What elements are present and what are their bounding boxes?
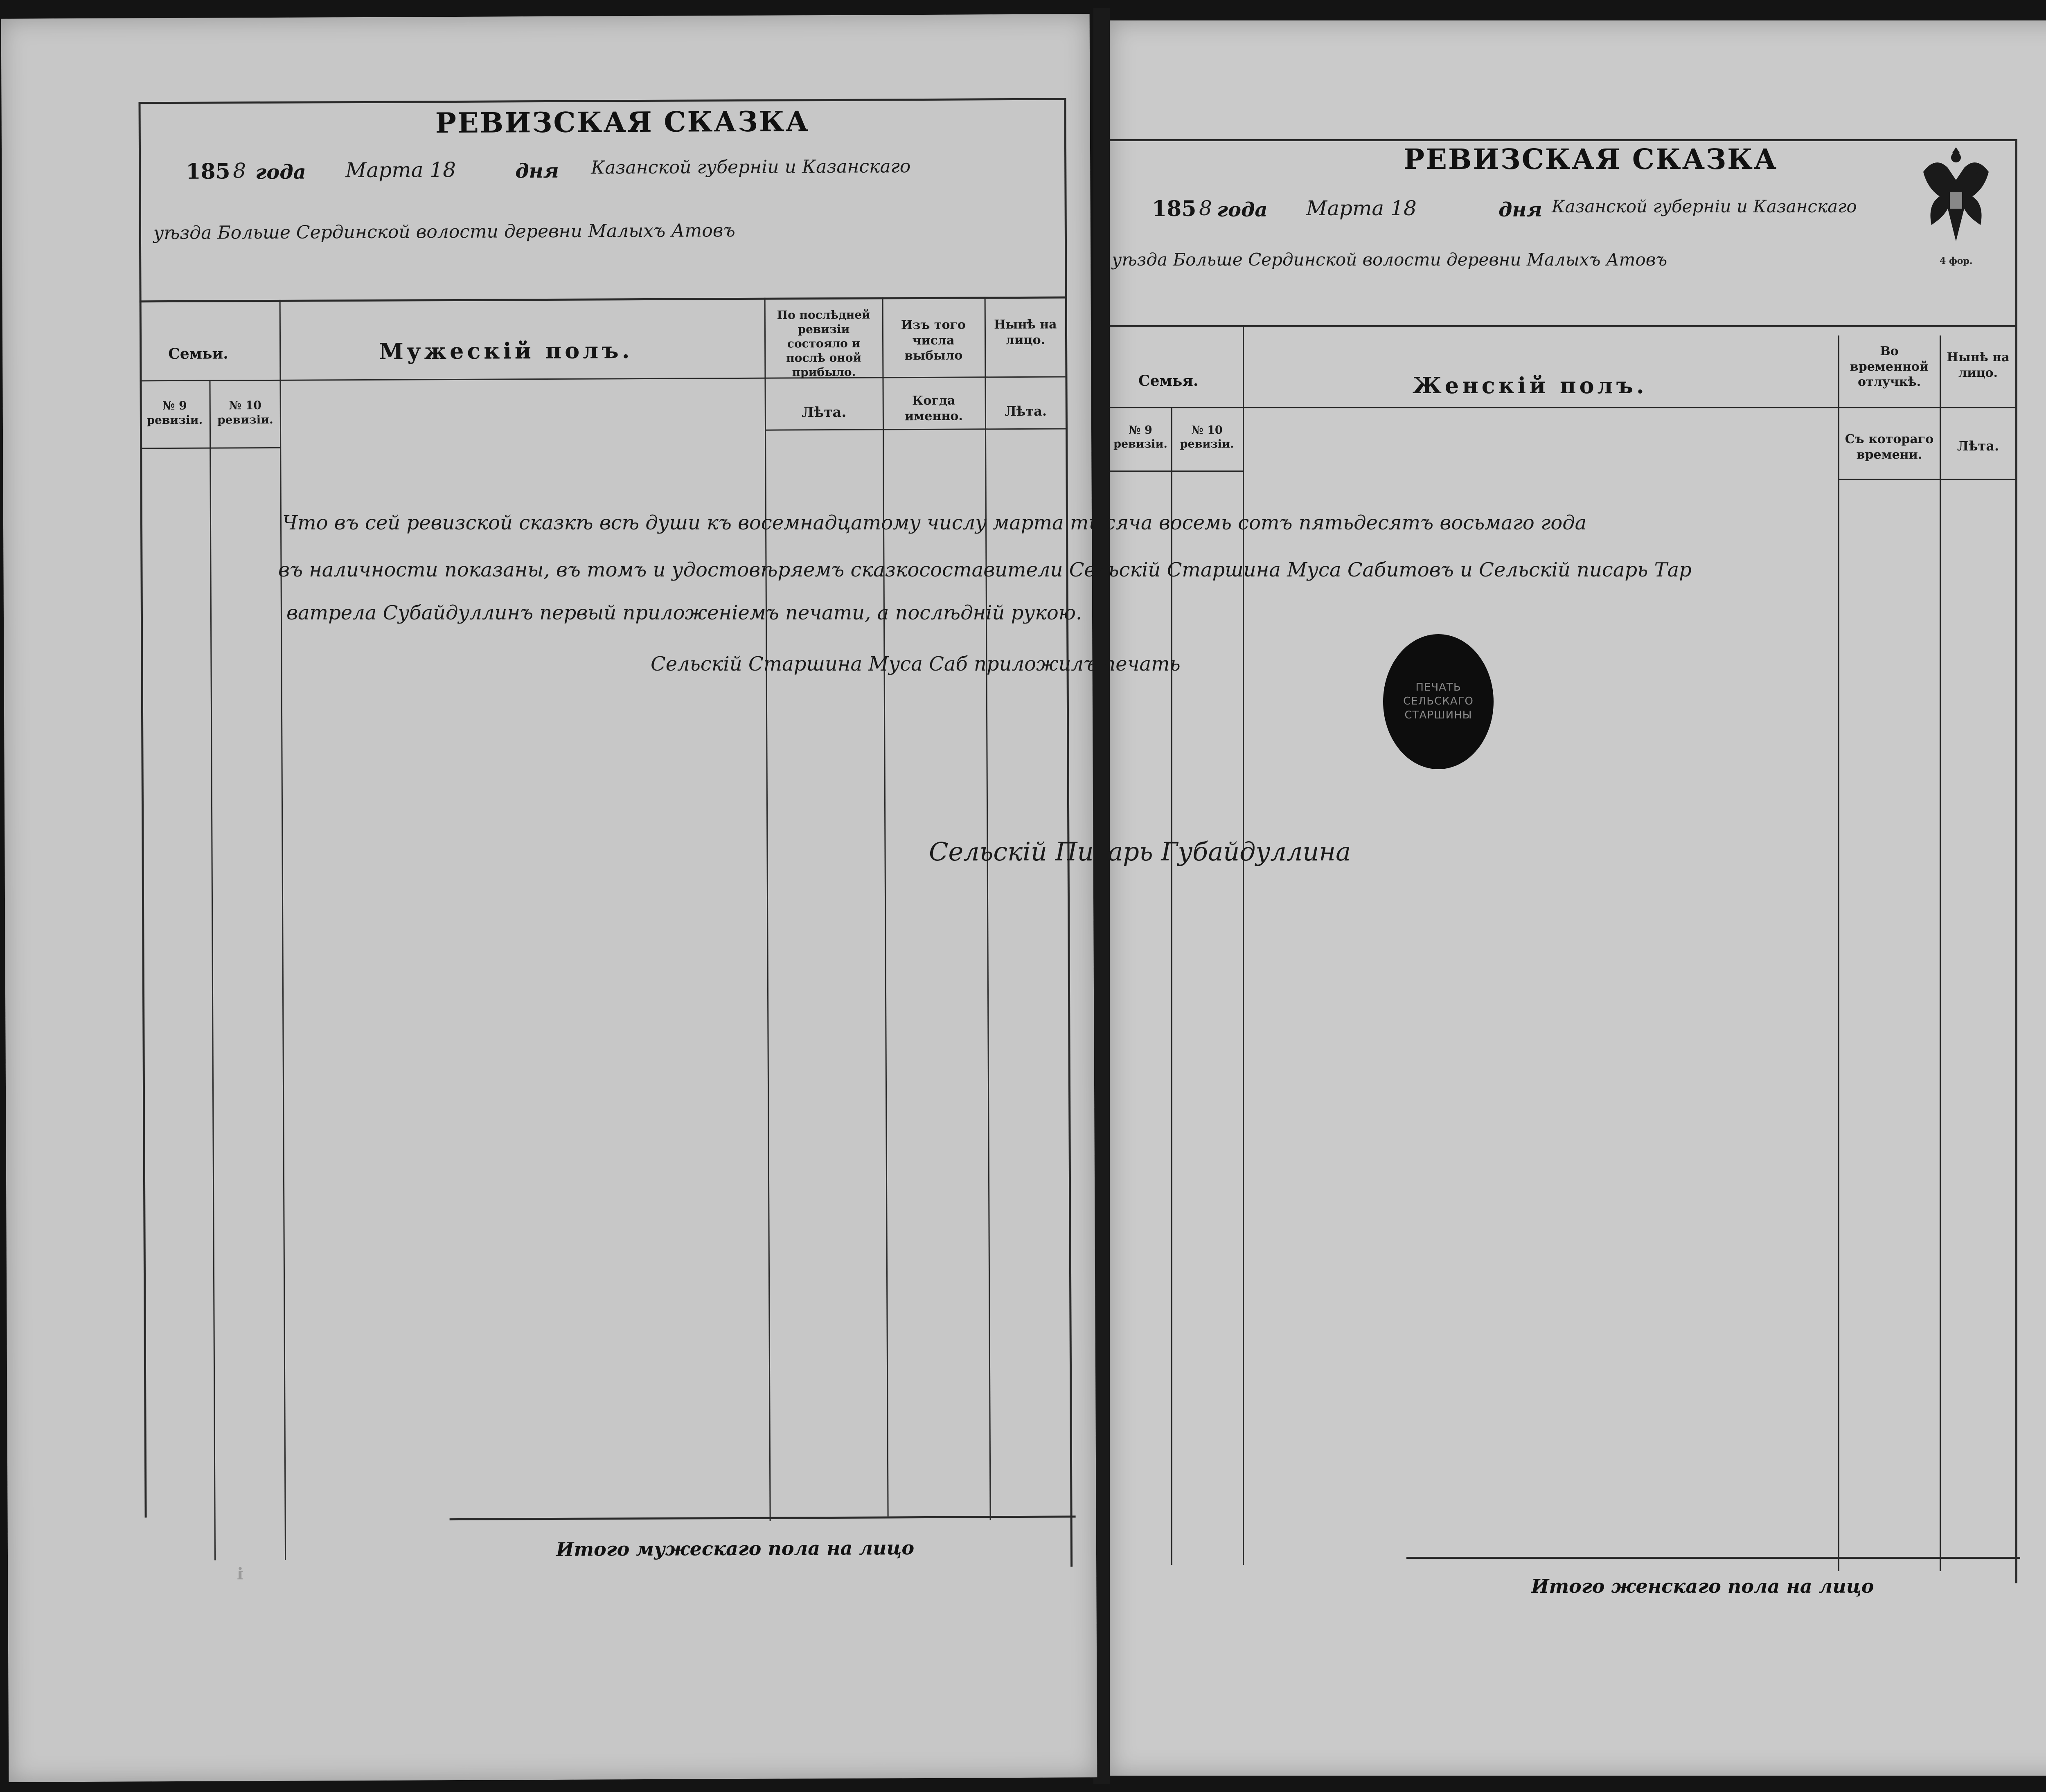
col-female-header: Женскій полъ.: [1413, 372, 1647, 398]
place-hand-2: уѣзда Больше Сердинской волости деревни Малыхъ Атовъ: [153, 220, 735, 244]
col-male-header: Мужескій полъ.: [379, 337, 633, 365]
clerk-signature: Сельскій Писарь Губайдуллина: [929, 837, 1351, 867]
month-hand: Марта 18: [345, 158, 456, 182]
form-title: РЕВИЗСКАЯ СКАЗКА: [435, 105, 810, 140]
sub-years-1: Лѣта.: [802, 404, 847, 421]
header-rule: [1110, 325, 2016, 327]
sub-since: Съ котораго времени.: [1845, 432, 1934, 462]
year-prefix: 185: [1152, 196, 1197, 221]
col-temp-absent-header: Во временной отлучкѣ.: [1850, 344, 1929, 389]
imperial-eagle-icon: [1915, 139, 1997, 258]
subheader-rule: [1110, 407, 2016, 408]
col-now-header: Нынѣ на лицо.: [994, 317, 1057, 347]
elder-signature: Сельскій Старшина Муса Саб приложилъ печать: [651, 653, 1181, 675]
seal-text-2: СЕЛЬСКАГО: [1403, 695, 1474, 708]
col-rule: [985, 297, 991, 1520]
wax-seal: [1383, 634, 1494, 769]
female-total-footer: Итого женскаго пола на лицо: [1531, 1575, 1874, 1597]
male-total-footer: Итого мужескаго пола на лицо: [556, 1537, 915, 1560]
note-line-1: Что въ сей ревизской сказкѣ всѣ души къ восемнадцатому числу марта тысяча восемь сотъ пятьдесятъ восьмаго года: [282, 511, 1587, 534]
place-hand-2: уѣзда Больше Сердинской волости деревни Малыхъ Атовъ: [1112, 250, 1667, 270]
subheader-rule-2: [1838, 479, 2016, 480]
col-rule: [1940, 335, 1941, 1571]
right-page: [1110, 20, 2046, 1776]
month-hand: Марта 18: [1306, 196, 1417, 220]
year-word: года: [255, 160, 306, 184]
col-rule: [764, 298, 771, 1521]
day-word: дня: [515, 159, 559, 183]
top-rule: [139, 98, 1064, 104]
family-sub-rule: [1110, 471, 1243, 472]
year-prefix: 185: [186, 159, 230, 184]
sub-rev9: № 9 ревизіи.: [146, 398, 203, 427]
year-hand: 8: [233, 159, 246, 183]
subheader-rule: [140, 376, 1065, 381]
emblem-caption: 4 фор.: [1940, 256, 1973, 266]
col-of-those-header: Изъ того числа выбыло: [901, 317, 966, 363]
bleed-through-text: ⅰ: [237, 1564, 243, 1584]
col-rule: [882, 297, 889, 1516]
top-rule: [1110, 139, 2016, 141]
note-line-3: ватрела Субайдуллинъ первый приложеніемъ печати, а послѣдній рукою.: [286, 601, 1082, 624]
col-rule: [279, 300, 286, 1560]
sub-rev10: № 10 ревизіи.: [217, 398, 273, 427]
footer-rule: [450, 1515, 1076, 1520]
right-frame-rule: [1064, 98, 1073, 1567]
day-word: дня: [1498, 198, 1542, 221]
sub-rev10: № 10 ревизіи.: [1180, 424, 1234, 450]
footer-rule: [1406, 1557, 2020, 1559]
left-page: [1, 14, 1097, 1782]
note-line-2: въ наличности показаны, въ томъ и удостовѣряемъ сказкосоставители Сельскій Старшина Муса Сабитовъ и Сельскій писарь Тар: [278, 558, 1692, 581]
sub-years-2: Лѣта.: [1005, 403, 1047, 419]
col-rule: [209, 380, 216, 1560]
col-families-header: Семьи.: [168, 345, 228, 363]
seal-text-3: СТАРШИНЫ: [1404, 709, 1472, 721]
place-hand-1: Казанской губерніи и Казанскаго: [1552, 196, 1857, 216]
left-frame-rule: [139, 102, 147, 1517]
col-rule: [1838, 335, 1839, 1571]
sub-rev9: № 9 ревизіи.: [1113, 424, 1167, 450]
year-hand: 8: [1199, 196, 1212, 220]
col-now-header: Нынѣ на лицо.: [1947, 350, 2010, 380]
sub-years: Лѣта.: [1957, 438, 1999, 454]
subheader-rule-2: [765, 428, 1066, 430]
year-word: года: [1217, 198, 1268, 221]
place-hand-1: Казанской губерніи и Казанскаго: [591, 156, 911, 178]
col-since-last-header: По послѣдней ревизіи состояло и послѣ оной прибыло.: [777, 308, 870, 379]
seal-text-1: ПЕЧАТЬ: [1415, 681, 1461, 694]
col-families-header: Семья.: [1138, 372, 1199, 389]
header-rule: [140, 296, 1065, 302]
form-title: РЕВИЗСКАЯ СКАЗКА: [1404, 143, 1778, 176]
right-frame-rule: [2015, 139, 2017, 1583]
sub-when: Когда именно.: [904, 393, 963, 423]
